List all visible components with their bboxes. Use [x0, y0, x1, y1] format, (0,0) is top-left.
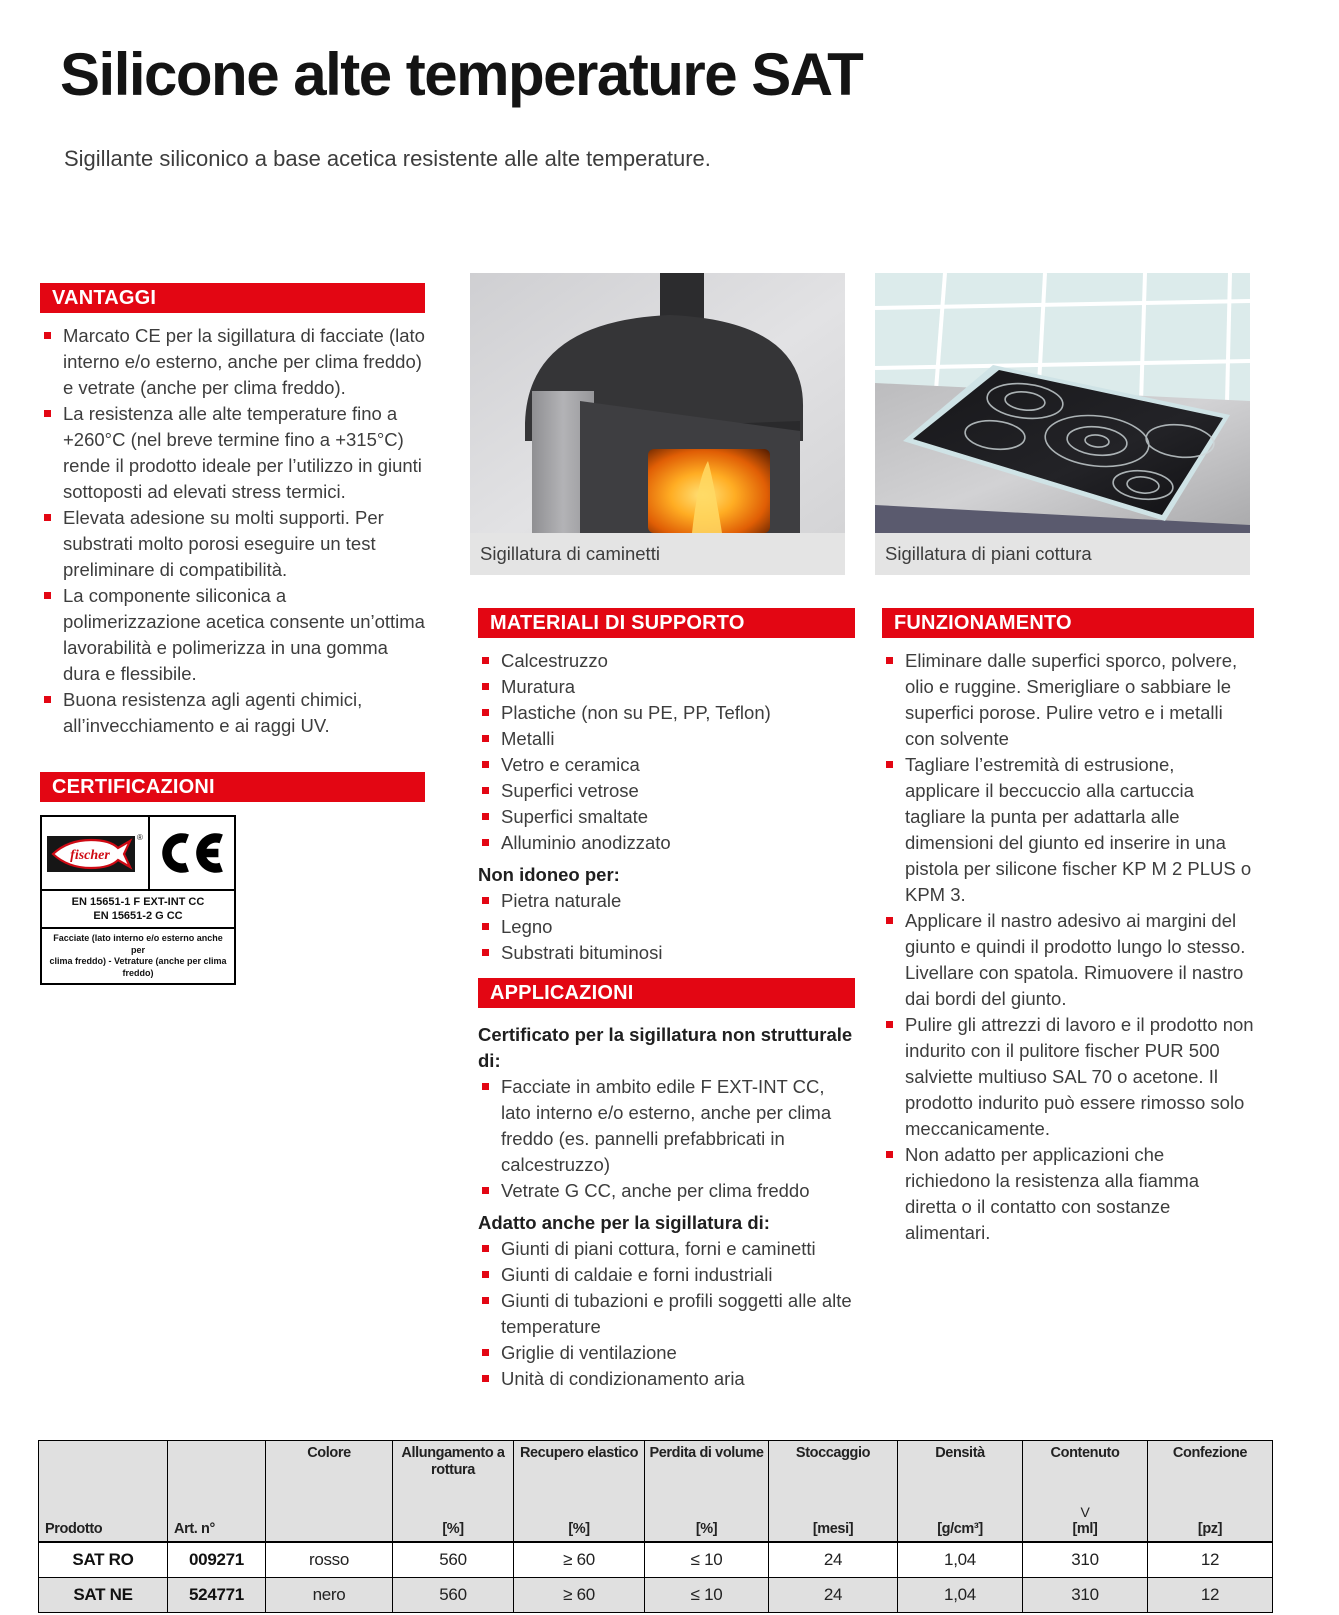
- materiali-header: MATERIALI DI SUPPORTO: [478, 608, 855, 638]
- bullet-text: Muratura: [501, 676, 576, 697]
- bullet-item: [478, 726, 855, 752]
- bullet-text: Legno: [501, 916, 553, 937]
- table-cell: 12: [1148, 1577, 1273, 1612]
- cooktop-illustration: [875, 273, 1250, 533]
- vantaggi-list: [40, 323, 425, 739]
- table-column-header: Confezione [pz]: [1148, 1441, 1273, 1543]
- bullet-text: Eliminare dalle superfici sporco, polvere, olio e ruggine. Smerigliare o sabbiare le superfici porose. Pulire vetro e i metalli con solvente: [905, 650, 1238, 749]
- table-cell: 310: [1023, 1542, 1148, 1577]
- ce-mark: [150, 817, 234, 889]
- bullet-text: Plastiche (non su PE, PP, Teflon): [501, 702, 771, 723]
- bullet-text: Giunti di caldaie e forni industriali: [501, 1264, 773, 1285]
- bullet-text: La resistenza alle alte temperature fino a +260°C (nel breve termine fino a +315°C) rende il prodotto ideale per l’utilizzo in giunti sottoposti ad elevati stress termici.: [63, 403, 422, 502]
- bullet-square-icon: [886, 1021, 893, 1028]
- bullet-text: Applicare il nastro adesivo ai margini del giunto e quindi il prodotto lungo lo stesso. Livellare con spatola. Rimuovere il nastro dai bordi del giunto.: [905, 910, 1246, 1009]
- left-column: [40, 283, 425, 985]
- table-cell: 1,04: [898, 1542, 1023, 1577]
- bullet-item: [478, 1366, 855, 1392]
- standard-line: EN 15651-1 F EXT-INT CC: [71, 896, 205, 908]
- vantaggi-header: VANTAGGI: [40, 283, 425, 313]
- page-title: Silicone alte temperature SAT: [60, 41, 863, 108]
- table-cell: ≥ 60: [514, 1577, 645, 1612]
- table-column-header: Prodotto: [39, 1441, 168, 1543]
- bullet-text: Giunti di tubazioni e profili soggetti alle alte temperature: [501, 1290, 852, 1337]
- svg-text:fischer: fischer: [69, 848, 110, 863]
- ce-mark-icon: [159, 832, 225, 874]
- bullet-text: Superfici vetrose: [501, 780, 639, 801]
- table-header-row: [39, 1441, 1273, 1543]
- table-column-header: Recupero elastico [%]: [514, 1441, 645, 1543]
- table-column-header: Densità [g/cm³]: [898, 1441, 1023, 1543]
- product-spec-table: [38, 1440, 1273, 1613]
- bullet-item: [882, 1012, 1254, 1142]
- funzionamento-header: FUNZIONAMENTO: [882, 608, 1254, 638]
- bullet-square-icon: [482, 897, 489, 904]
- certification-description-line: Facciate (lato interno e/o esterno anche per: [53, 933, 223, 955]
- bullet-item: [478, 1178, 855, 1204]
- bullet-square-icon: [482, 1375, 489, 1382]
- middle-column: [478, 608, 855, 1398]
- bullet-item: [478, 940, 855, 966]
- bullet-item: [478, 1236, 855, 1262]
- table-cell: 524771: [168, 1577, 266, 1612]
- bullet-item: [40, 583, 425, 687]
- materiali-list: [478, 648, 855, 856]
- bullet-text: Vetrate G CC, anche per clima freddo: [501, 1180, 810, 1201]
- bullet-text: Marcato CE per la sigillatura di facciate (lato interno e/o esterno, anche per clima freddo) e vetrate (anche per clima freddo).: [63, 325, 425, 398]
- certificato-label: Certificato per la sigillatura non strutturale di:: [478, 1024, 853, 1071]
- spec-table-section: [38, 1440, 1272, 1613]
- bullet-square-icon: [44, 410, 51, 417]
- bullet-item: [40, 505, 425, 583]
- bullet-square-icon: [482, 683, 489, 690]
- bullet-text: Non adatto per applicazioni che richiedono la resistenza alla fiamma diretta o il contatto con sostanze alimentari.: [905, 1144, 1200, 1243]
- bullet-square-icon: [482, 1083, 489, 1090]
- bullet-text: Pietra naturale: [501, 890, 622, 911]
- piani-cottura-caption: Sigillatura di piani cottura: [875, 533, 1250, 575]
- bullet-item: [478, 804, 855, 830]
- bullet-square-icon: [482, 1297, 489, 1304]
- fischer-logo: [42, 817, 150, 889]
- table-cell: 24: [769, 1542, 898, 1577]
- caminetti-image: [470, 273, 845, 533]
- bullet-text: Buona resistenza agli agenti chimici, all’invecchiamento e ai raggi UV.: [63, 689, 363, 736]
- bullet-text: Vetro e ceramica: [501, 754, 640, 775]
- bullet-item: [478, 1340, 855, 1366]
- caminetti-caption: Sigillatura di caminetti: [470, 533, 845, 575]
- table-column-header: Art. n°: [168, 1441, 266, 1543]
- bullet-text: Substrati bituminosi: [501, 942, 663, 963]
- bullet-text: Tagliare l’estremità di estrusione, applicare il beccuccio alla cartuccia tagliare la punta per adattarla alle dimensioni del giunto ed inserire in una pistola per silicone fischer KP M 2 PLUS o KPM 3.: [905, 754, 1252, 905]
- certificazioni-section: [40, 772, 425, 985]
- table-cell: nero: [266, 1577, 393, 1612]
- bullet-square-icon: [482, 1271, 489, 1278]
- table-cell: 560: [393, 1542, 514, 1577]
- funzionamento-list: [882, 648, 1254, 1246]
- bullet-item: [478, 1074, 855, 1178]
- bullet-square-icon: [482, 709, 489, 716]
- bullet-item: [882, 648, 1254, 752]
- table-body: [39, 1542, 1273, 1612]
- table-cell: 310: [1023, 1577, 1148, 1612]
- bullet-square-icon: [482, 839, 489, 846]
- table-cell: 560: [393, 1577, 514, 1612]
- table-row: [39, 1542, 1273, 1577]
- bullet-square-icon: [482, 813, 489, 820]
- bullet-square-icon: [44, 514, 51, 521]
- certification-description-line: clima freddo) - Vetrature (anche per clima freddo): [49, 956, 227, 978]
- certificazioni-header: CERTIFICAZIONI: [40, 772, 425, 802]
- bullet-item: [478, 830, 855, 856]
- bullet-item: [40, 323, 425, 401]
- certification-logos: [42, 817, 234, 889]
- bullet-text: Superfici smaltate: [501, 806, 649, 827]
- standard-line: EN 15651-2 G CC: [93, 910, 183, 922]
- bullet-text: Giunti di piani cottura, forni e caminetti: [501, 1238, 816, 1259]
- table-column-header: Allungamento a rottura [%]: [393, 1441, 514, 1543]
- bullet-text: La componente siliconica a polimerizzazione acetica consente un’ottima lavorabilità e polimerizza in una gomma dura e flessibile.: [63, 585, 425, 684]
- bullet-square-icon: [886, 1151, 893, 1158]
- bullet-item: [882, 1142, 1254, 1246]
- bullet-item: [478, 648, 855, 674]
- bullet-item: [478, 914, 855, 940]
- bullet-item: [882, 752, 1254, 908]
- bullet-square-icon: [482, 1349, 489, 1356]
- table-cell: SAT NE: [39, 1577, 168, 1612]
- page-subtitle: Sigillante siliconico a base acetica resistente alle alte temperature.: [64, 146, 711, 171]
- table-cell: rosso: [266, 1542, 393, 1577]
- right-column: [882, 608, 1254, 1252]
- bullet-square-icon: [482, 949, 489, 956]
- bullet-item: [478, 752, 855, 778]
- adatto-list: [478, 1236, 855, 1392]
- table-cell: 24: [769, 1577, 898, 1612]
- certification-description: [42, 927, 234, 983]
- bullet-square-icon: [482, 735, 489, 742]
- piani-cottura-image: [875, 273, 1250, 533]
- caminetti-image-card: [470, 273, 845, 575]
- bullet-text: Alluminio anodizzato: [501, 832, 671, 853]
- bullet-text: Metalli: [501, 728, 555, 749]
- fischer-logo-icon: [44, 827, 146, 879]
- bullet-item: [882, 908, 1254, 1012]
- certificato-list: [478, 1074, 855, 1204]
- bullet-square-icon: [482, 787, 489, 794]
- bullet-square-icon: [482, 1187, 489, 1194]
- adatto-label: Adatto anche per la sigillatura di:: [478, 1212, 770, 1233]
- certification-box: [40, 815, 236, 985]
- fireplace-illustration: [470, 273, 845, 533]
- bullet-square-icon: [886, 761, 893, 768]
- table-cell: ≥ 60: [514, 1542, 645, 1577]
- bullet-square-icon: [482, 657, 489, 664]
- table-cell: ≤ 10: [645, 1542, 769, 1577]
- table-cell: SAT RO: [39, 1542, 168, 1577]
- table-row: [39, 1577, 1273, 1612]
- table-cell: 12: [1148, 1542, 1273, 1577]
- applicazioni-header: APPLICAZIONI: [478, 978, 855, 1008]
- bullet-item: [40, 687, 425, 739]
- table-cell: ≤ 10: [645, 1577, 769, 1612]
- bullet-square-icon: [886, 917, 893, 924]
- bullet-square-icon: [482, 1245, 489, 1252]
- bullet-square-icon: [44, 332, 51, 339]
- bullet-square-icon: [482, 923, 489, 930]
- bullet-text: Calcestruzzo: [501, 650, 608, 671]
- bullet-item: [478, 1288, 855, 1340]
- bullet-item: [478, 674, 855, 700]
- bullet-square-icon: [44, 696, 51, 703]
- bullet-text: Unità di condizionamento aria: [501, 1368, 745, 1389]
- table-column-header: Stoccaggio [mesi]: [769, 1441, 898, 1543]
- bullet-text: Elevata adesione su molti supporti. Per substrati molto porosi eseguire un test preliminare di compatibilità.: [63, 507, 384, 580]
- bullet-item: [478, 700, 855, 726]
- table-cell: 009271: [168, 1542, 266, 1577]
- non-idoneo-label: Non idoneo per:: [478, 864, 620, 885]
- table-column-header: Colore: [266, 1441, 393, 1543]
- svg-text:®: ®: [136, 833, 143, 842]
- bullet-item: [478, 888, 855, 914]
- certification-standards: [42, 889, 234, 927]
- non-idoneo-list: [478, 888, 855, 966]
- bullet-text: Facciate in ambito edile F EXT-INT CC, lato interno e/o esterno, anche per clima freddo (es. pannelli prefabbricati in calcestruzzo): [501, 1076, 832, 1175]
- table-column-header: Contenuto V [ml]: [1023, 1441, 1148, 1543]
- bullet-square-icon: [482, 761, 489, 768]
- bullet-text: Pulire gli attrezzi di lavoro e il prodotto non indurito con il pulitore fischer PUR 500 salviette multiuso SAL 70 o acetone. Il prodotto indurito può essere rimosso solo meccanicamente.: [905, 1014, 1254, 1139]
- bullet-item: [40, 401, 425, 505]
- bullet-square-icon: [44, 592, 51, 599]
- piani-cottura-image-card: [875, 273, 1250, 575]
- table-column-header: Perdita di volume [%]: [645, 1441, 769, 1543]
- bullet-item: [478, 778, 855, 804]
- bullet-square-icon: [886, 657, 893, 664]
- table-cell: 1,04: [898, 1577, 1023, 1612]
- bullet-text: Griglie di ventilazione: [501, 1342, 677, 1363]
- bullet-item: [478, 1262, 855, 1288]
